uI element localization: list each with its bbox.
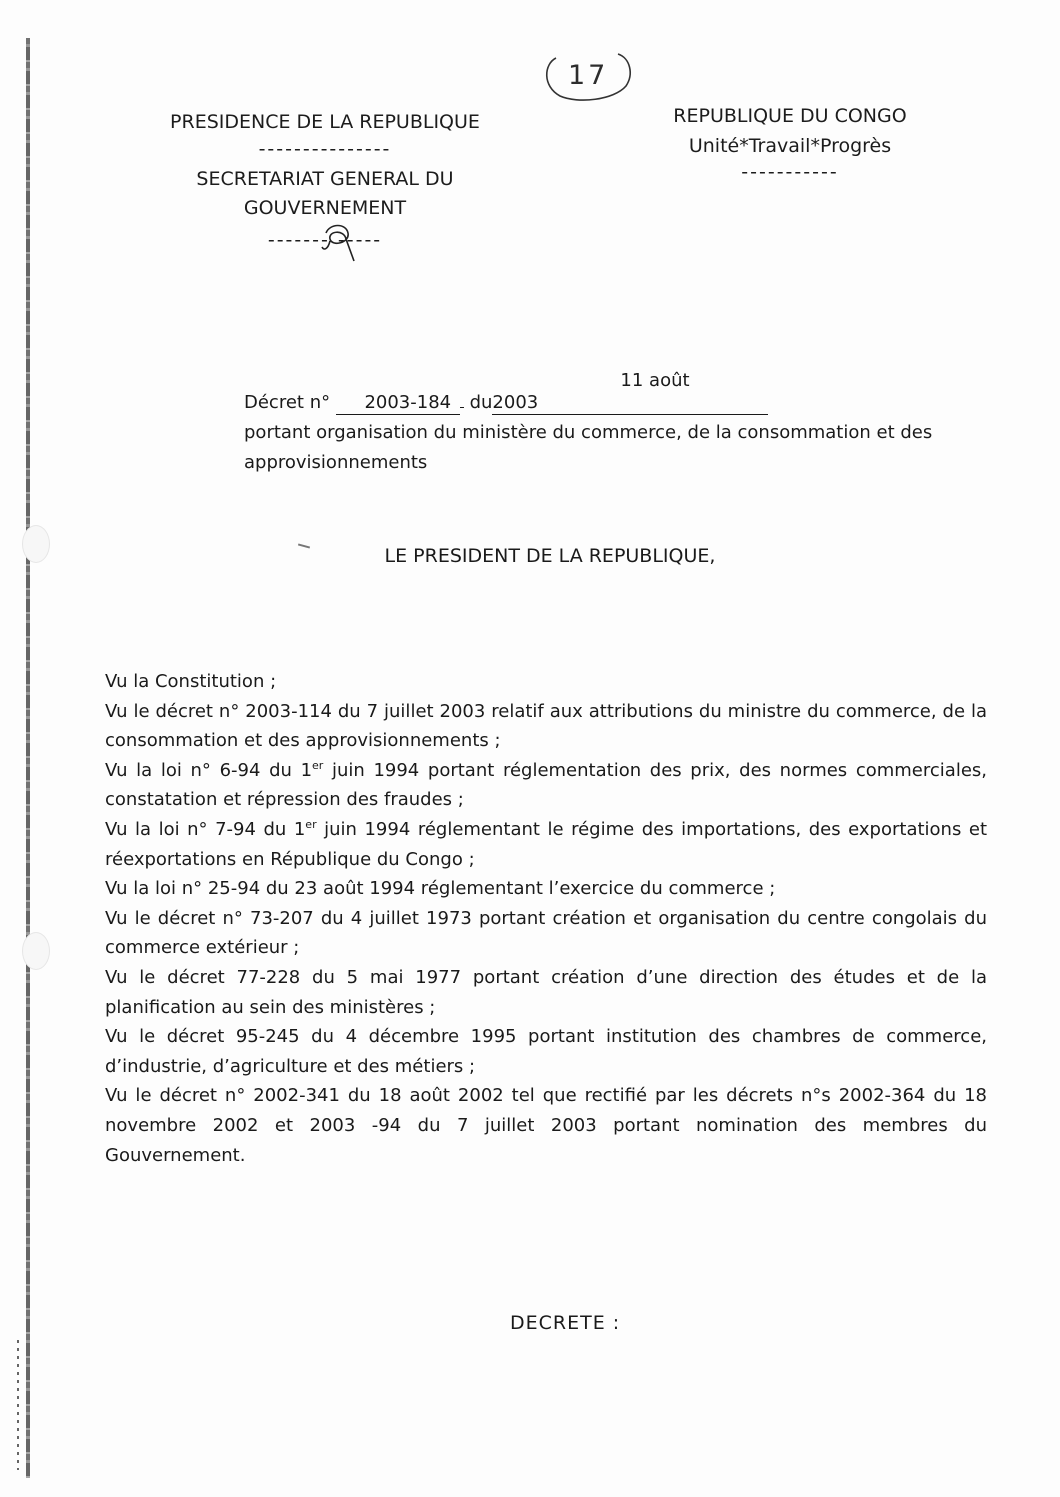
decree-title: portant organisation du ministère du commerce, de la consommation et des approvisionnements (244, 422, 933, 473)
national-motto: Unité*Travail*Progrès (688, 135, 892, 157)
president-heading: LE PRESIDENT DE LA REPUBLIQUE, (384, 545, 716, 567)
visa-loi-6-94: Vu la loi n° 6-94 du 1er juin 1994 portant réglementation des prix, des normes commerciales, constatation et répression des fraudes ; (105, 758, 987, 811)
header-right-separator: ----------- (741, 161, 839, 183)
visas-list (105, 667, 987, 1170)
visa-decret-2003-114: Vu le décret n° 2003-114 du 7 juillet 2003 relatif aux attributions du ministre du commerce, de la consommation et des approvisionnements ; (105, 700, 987, 752)
decree-number-field (336, 392, 460, 415)
decree-date-field (492, 370, 768, 415)
visa-decret-95-245: Vu le décret 95-245 du 4 décembre 1995 portant institution des chambres de commerce, d’industrie, d’agriculture et des métiers ; (105, 1026, 987, 1077)
punch-hole-upper (22, 525, 50, 563)
header-left (120, 108, 530, 251)
decree-du-label: du (469, 392, 493, 413)
visa-decret-73-207: Vu le décret n° 73-207 du 4 juillet 1973 portant création et organisation du centre congolais du commerce extérieur ; (105, 907, 987, 959)
decree-reference (244, 370, 964, 478)
decree-number: 2003-184 (364, 392, 452, 413)
header-left-separator: --------------- (258, 138, 392, 160)
initials-stamp-icon (316, 221, 360, 277)
handwritten-page-number (538, 50, 636, 106)
punch-hole-lower (22, 932, 50, 970)
header-left-separator-2: ------- ----- (267, 229, 383, 251)
header-left-separator-stamp (120, 229, 530, 251)
secretariat-label-line2: GOUVERNEMENT (243, 197, 407, 219)
page-number-text: 17 (568, 60, 609, 91)
visa-constitution: Vu la Constitution ; (105, 671, 277, 692)
visa-decret-2002-341: Vu le décret n° 2002-341 du 18 août 2002 tel que rectifié par les décrets n°s 2002-364 du 18 novembre 2002 et 2003 -94 du 7 juillet 2003 portant nomination des membres du Gouvernement. (105, 1085, 987, 1166)
header-right (630, 101, 950, 183)
visa-decret-77-228: Vu le décret 77-228 du 5 mai 1977 portant création d’une direction des études et de la planification au sein des ministères ; (105, 966, 987, 1018)
secretariat-label-line1: SECRETARIAT GENERAL DU (196, 168, 454, 190)
presidency-label: PRESIDENCE DE LA REPUBLIQUE (170, 111, 480, 133)
scan-edge-artifact (26, 38, 30, 1478)
decrete-heading: DECRETE : (510, 1312, 621, 1334)
scan-edge-artifact-lower (17, 1340, 19, 1470)
decree-date: 11 août 2003 (492, 370, 690, 413)
country-label: REPUBLIQUE DU CONGO (673, 105, 907, 127)
visa-loi-7-94: Vu la loi n° 7-94 du 1er juin 1994 réglementant le régime des importations, des exportations et réexportations en République du Congo ; (105, 817, 988, 870)
decree-prefix: Décret n° (244, 392, 331, 413)
visa-loi-25-94: Vu la loi n° 25-94 du 23 août 1994 réglementant l’exercice du commerce ; (105, 878, 776, 900)
